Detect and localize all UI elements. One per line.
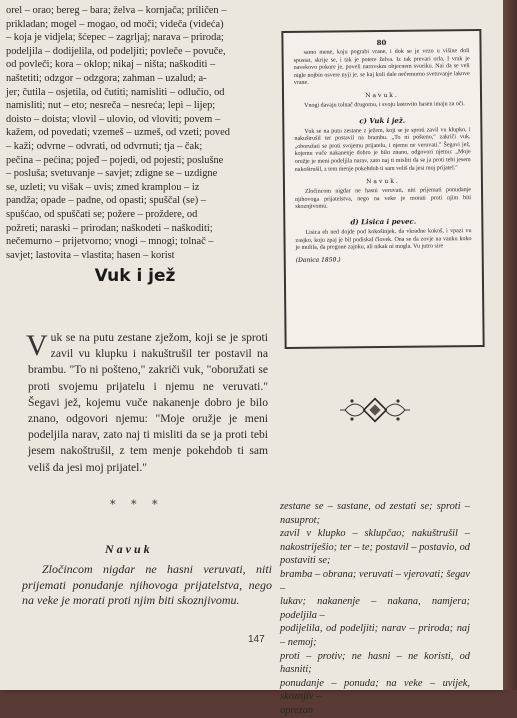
book-edge xyxy=(503,0,517,690)
glossary-bottom: zestane se – sastane, od zestati se; sproti – nasuprot; zavil v klupko – sklupčao; nakuštrušil – nakostriješio; ter – te; postavil – postavio, od postaviti se; bramba – obrana; veruvati – vjerovati; šegav – lukav; nakanenje – nakana, namjera; podeljila – podijelila, od podeljiti; narav – priroda; naj – nemoj; proti – protiv; ne hasni – ne koristi, od hasniti; ponudanje – ponuda; na veke – uvijek, skoznjiv – oprezan xyxy=(280,501,470,716)
inset-moral-label: Navuk. xyxy=(366,177,400,186)
glossary-top: orel – orao; bereg – bara; želva – kornjača; priličen – prikladan; mogel – mogao, od moči; videča (videća) – koja je vidjela; šćepec – zagrljaj; narava – priroda; podeljila – dodijelila, od podeljiti; povleče – povuče, od povleči; kora – oklop; nikaj – ništa; naškoditi – naštetiti; odzgor – odzgora; zahman – uzalud; a- jer; čutila – osjetila, od čutiti; namisliti – odlučio, od namisliti; nut – eto; nesreča – nesreća; lepi – lijep; doisto – doista; vlovil – ulovio, od vloviti; povem – kažem, od povedati; vzemeš – uzmeš, od vzeti; poved – kaži; odvrne – odvrati, od odvrnuti; tja – čak; pečina – pećina; pojeđ – pojedi, od pojesti; poslušne – posluša; svetuvanje – savjet; zdigne se – uzdigne se, uzleti; vu višak – uvis; zmed kramplou – iz pandža; opade – padne, od opasti; spuščal (se) – spušćao, od spuščati se; požere – proždere, od požreti; naraski – prirodan; naškodeti – naškoditi; nečemurno – prijetvorno; vnogi – mnogi; tolnač – savjet; lastovita – vlastita; hasen – korist xyxy=(6,5,230,261)
moral-text: Zločincom nigdar ne hasni veruvati, niti prijemati ponudanje njihovoga prijatelstva, nego na veke je morati proti njim biti skoznjivomu. xyxy=(22,562,272,608)
page-number: 147 xyxy=(248,634,265,645)
moral-title: Navuk xyxy=(105,542,153,556)
inset-subtitle: d) Lisica i pevec. xyxy=(350,216,417,227)
section-separator: * * * xyxy=(110,498,164,511)
inset-date: (Danica 1850.) xyxy=(295,256,341,264)
story-text-block xyxy=(28,330,268,476)
inset-paragraph: Vuk se na putu zestane z ježem, koji se je sproti zavil vu klupko, i nakuštrušil ter postavil na brambu. „To ni pošteno," zakriči vuk, „oboružati se proti svojemu prijatelu, i njemu ne veruvati." Šegavi jež, kojemu vuče nakanenje dobro je bilo znano, odgovori njemu: „Moje oružje je meni podeljila narav, zato naj ti misliti da se ja proti tebi jesem nakoštrušil, z tem menje pokehdob ti sam veliš da jesi moj prijatel." xyxy=(294,126,471,173)
inset-paragraph: Lisica eh ned dojde pod kokošinjek, da vkradne kokoš, i vpazi vu zasjko, koju zpaj je bil podiskal človek. Ona se da zovje na vanku koko je mulila, da pregone zajnku, ali nikak ni mogla. Vu jutro sire xyxy=(295,227,472,252)
inset-page-number: 80 xyxy=(376,37,387,48)
facsimile-inset xyxy=(281,29,484,349)
story-text: uk se na putu zestane zježom, koji se je sproti zavil vu klupku i nakuštrušil ter postavil na brambu. "To ni pošteno," zakriči vuk, "oboružati se proti svojemu prijatelu i njemu ne veruvati." Šegavi jež, kojemu vuče nakanenje dobro je bilo znano, odgovori njemu: "Moje oružje je meni podeljila narav, zato naj ti misliti da se ja proti tebi jesem nakoštrušil, z tem menje pokehdob ti sam veliš da jesi moj prijatel." xyxy=(28,331,268,474)
inset-paragraph: Vnogi davaju tolnač drugomu, i svoju lastovito hasen imaju za oči. xyxy=(304,101,465,109)
inset-paragraph: Zločincom nigdar ne hasni veruvati, niti prijemati ponudanje njihovoga prijatelstva, nego na veke je morati proti njim biti skoznjivomu. xyxy=(295,187,472,211)
inset-moral-label: Navuk. xyxy=(365,91,399,100)
story-title: Vuk i jež xyxy=(94,266,176,286)
inset-subtitle: c) Vuk i jež. xyxy=(359,115,406,125)
decorative-ornament-icon xyxy=(340,390,410,430)
drop-cap: V xyxy=(26,329,48,362)
inset-paragraph: samo mene, koju pograbi vrane, i dok se je vezo u višine doli spustat, skrije se, i tak je potere želva. Iz tak prevari orla. I vrak je navekovo pokore je, poveli narovskm objecnem svoriku. Nai da se veli nigle nojbin osvere nyji je, se kaj koli dale nečemurno svetuvanje lakove vrane. xyxy=(293,48,470,87)
